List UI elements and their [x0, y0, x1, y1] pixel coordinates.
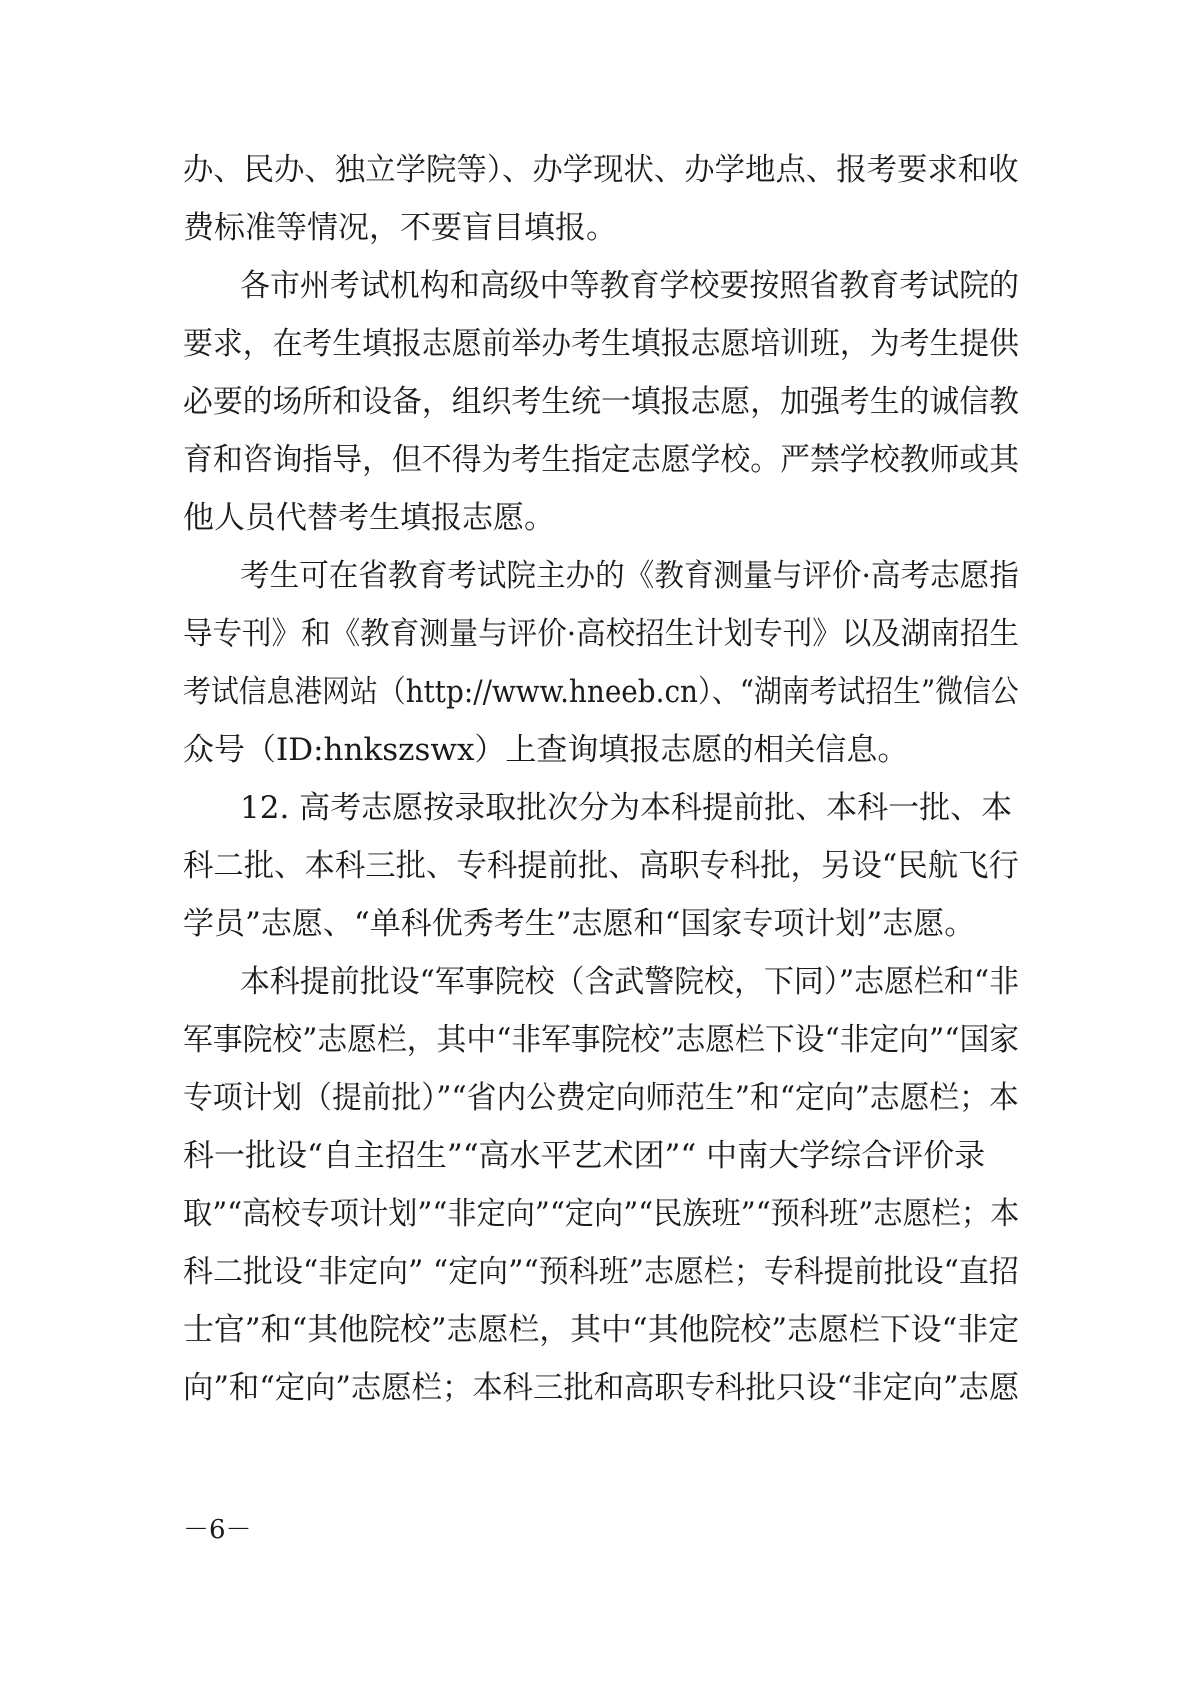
- text-line: 学员”志愿、“单科优秀考生”志愿和“国家专项计划”志愿。: [183, 906, 976, 942]
- text-line: 他人员代替考生填报志愿。: [183, 500, 555, 536]
- text-line: 科一批设“自主招生”“高水平艺术团”“ 中南大学综合评价录: [183, 1138, 986, 1174]
- text-line: 众号（ID:hnkszswx）上查询填报志愿的相关信息。: [183, 732, 909, 768]
- text-line: 向”和“定向”志愿栏；本科三批和高职专科批只设“非定向”志愿: [183, 1370, 1019, 1406]
- text-line: 取”“高校专项计划”“非定向”“定向”“民族班”“预科班”志愿栏；本: [183, 1196, 1019, 1232]
- text-line: 办、民办、独立学院等）、办学现状、办学地点、报考要求和收: [183, 152, 1019, 188]
- text-line: 考试信息港网站（http://www.hneeb.cn）、“湖南考试招生”微信公: [183, 674, 1019, 710]
- text-line: 科二批、本科三批、专科提前批、高职专科批，另设“民航飞行: [183, 848, 1019, 884]
- text-line: 要求，在考生填报志愿前举办考生填报志愿培训班，为考生提供: [183, 326, 1019, 362]
- text-line: 专项计划（提前批）”“省内公费定向师范生”和“定向”志愿栏；本: [183, 1080, 1019, 1116]
- text-line: 科二批设“非定向” “定向”“预科班”志愿栏；专科提前批设“直招: [183, 1254, 1019, 1290]
- text-line: 考生可在省教育考试院主办的《教育测量与评价·高考志愿指: [240, 558, 1019, 594]
- text-line: 本科提前批设“军事院校（含武警院校，下同）”志愿栏和“非: [240, 964, 1019, 1000]
- text-line: 必要的场所和设备，组织考生统一填报志愿，加强考生的诚信教: [183, 384, 1019, 420]
- text-line: 军事院校”志愿栏，其中“非军事院校”志愿栏下设“非定向”“国家: [183, 1022, 1019, 1058]
- text-line: 费标准等情况，不要盲目填报。: [183, 210, 617, 246]
- page-number: －6－: [183, 1515, 252, 1545]
- text-line: 各市州考试机构和高级中等教育学校要按照省教育考试院的: [240, 268, 1019, 304]
- text-line: 导专刊》和《教育测量与评价·高校招生计划专刊》以及湖南招生: [183, 616, 1019, 652]
- text-line: 12. 高考志愿按录取批次分为本科提前批、本科一批、本: [240, 790, 1013, 826]
- text-line: 育和咨询指导，但不得为考生指定志愿学校。严禁学校教师或其: [183, 442, 1019, 478]
- text-line: 士官”和“其他院校”志愿栏，其中“其他院校”志愿栏下设“非定: [183, 1312, 1019, 1348]
